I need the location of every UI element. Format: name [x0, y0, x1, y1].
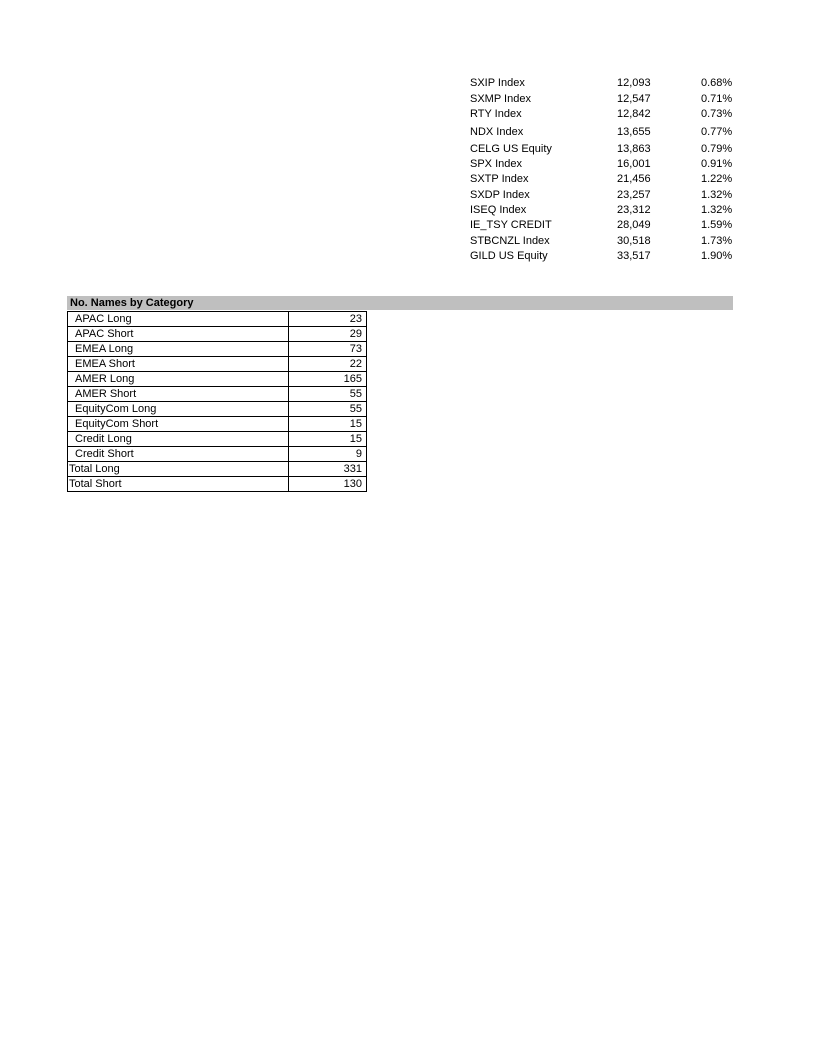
index-name: NDX Index — [470, 126, 524, 138]
table-row — [68, 432, 367, 447]
index-value: 28,049 — [617, 219, 651, 231]
index-name: STBCNZL Index — [470, 235, 550, 247]
table-row — [68, 417, 367, 432]
table-row — [68, 327, 367, 342]
index-percent: 1.32% — [701, 204, 733, 216]
index-name: SXTP Index — [470, 173, 529, 185]
index-value: 12,093 — [617, 77, 651, 89]
index-name: ISEQ Index — [470, 204, 527, 216]
index-value: 21,456 — [617, 173, 651, 185]
category-label: AMER Long — [68, 372, 289, 387]
total-long-count: 331 — [289, 462, 367, 477]
category-table — [67, 311, 367, 492]
category-count: 23 — [289, 312, 367, 327]
category-label: AMER Short — [68, 387, 289, 402]
index-value: 33,517 — [617, 250, 651, 262]
index-name: SXMP Index — [470, 93, 531, 105]
category-table-title: No. Names by Category — [67, 296, 733, 310]
category-label: EMEA Long — [68, 342, 289, 357]
index-value: 12,842 — [617, 108, 651, 120]
table-row — [68, 357, 367, 372]
category-label: EMEA Short — [68, 357, 289, 372]
index-value: 12,547 — [617, 93, 651, 105]
index-percent: 1.73% — [701, 235, 733, 247]
index-value: 30,518 — [617, 235, 651, 247]
category-label: APAC Short — [68, 327, 289, 342]
index-value: 13,863 — [617, 143, 651, 155]
table-row — [68, 372, 367, 387]
index-value: 23,312 — [617, 204, 651, 216]
index-percent: 1.90% — [701, 250, 733, 262]
total-short-count: 130 — [289, 477, 367, 492]
category-count: 165 — [289, 372, 367, 387]
category-count: 15 — [289, 432, 367, 447]
category-count: 15 — [289, 417, 367, 432]
index-value: 23,257 — [617, 189, 651, 201]
index-percent: 0.73% — [701, 108, 733, 120]
index-name: IE_TSY CREDIT — [470, 219, 552, 231]
index-percent: 0.71% — [701, 93, 733, 105]
index-percent: 0.77% — [701, 126, 733, 138]
index-percent: 0.91% — [701, 158, 733, 170]
table-row — [68, 387, 367, 402]
index-percent: 1.22% — [701, 173, 733, 185]
category-label: Credit Long — [68, 432, 289, 447]
index-name: SXDP Index — [470, 189, 530, 201]
category-count: 55 — [289, 402, 367, 417]
total-long-label: Total Long — [68, 462, 289, 477]
index-percent: 1.32% — [701, 189, 733, 201]
category-label: EquityCom Long — [68, 402, 289, 417]
index-name: SXIP Index — [470, 77, 525, 89]
table-row — [68, 402, 367, 417]
index-value: 16,001 — [617, 158, 651, 170]
category-count: 73 — [289, 342, 367, 357]
index-name: SPX Index — [470, 158, 522, 170]
table-row — [68, 342, 367, 357]
table-row — [68, 312, 367, 327]
table-row-total — [68, 462, 367, 477]
category-count: 29 — [289, 327, 367, 342]
index-percent: 1.59% — [701, 219, 733, 231]
index-name: RTY Index — [470, 108, 522, 120]
category-count: 55 — [289, 387, 367, 402]
category-count: 22 — [289, 357, 367, 372]
total-short-label: Total Short — [68, 477, 289, 492]
category-label: APAC Long — [68, 312, 289, 327]
index-name: GILD US Equity — [470, 250, 548, 262]
index-value: 13,655 — [617, 126, 651, 138]
category-count: 9 — [289, 447, 367, 462]
index-percent: 0.79% — [701, 143, 733, 155]
table-row — [68, 447, 367, 462]
category-label: EquityCom Short — [68, 417, 289, 432]
table-row-total — [68, 477, 367, 492]
index-name: CELG US Equity — [470, 143, 552, 155]
category-label: Credit Short — [68, 447, 289, 462]
index-percent: 0.68% — [701, 77, 733, 89]
